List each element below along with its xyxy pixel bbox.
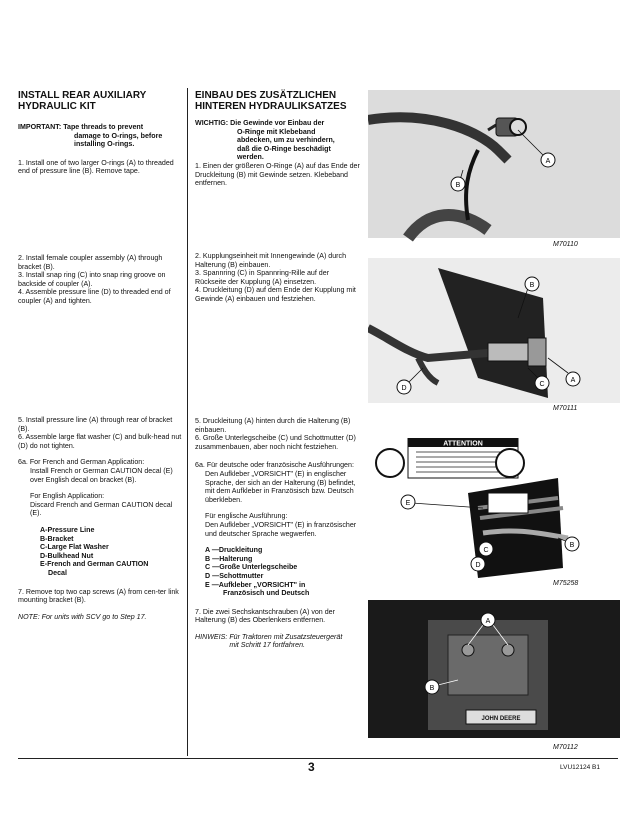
step-3-de: 3. Spannring (C) in Spannring-Rille auf der Rückseite der Kupplung (A) einsetzen. (195, 269, 330, 286)
document-id: LVU12124 B1 (560, 764, 600, 771)
step-3-en: 3. Install snap ring (C) into snap ring groove on backside of coupler (A). (18, 271, 166, 288)
svg-text:A: A (545, 158, 551, 165)
step-1-en: 1. Install one of two larger O-rings (A) to threaded end of pressure line (B). Remove tape. (18, 158, 174, 176)
wichtig-note: WICHTIG: Die Gewinde vor Einbau der O-Ringe mit Klebeband abdecken, um zu verhindern, daß die O-Ringe beschädigt werden. (195, 119, 335, 162)
step-6a-de: 6a. Für deutsche oder französische Ausführungen: (195, 461, 354, 470)
important-note: IMPORTANT: Tape threads to prevent damage to O-rings, before installing O-rings. (18, 123, 163, 149)
step-4-de: 4. Druckleitung (D) auf dem Ende der Kupplung mit Gewinde (A) einbauen und festziehen. (195, 286, 356, 303)
english-steps-5-7 (18, 416, 183, 621)
step-2-de: 2. Kupplungseinheit mit Innengewinde (A) durch Halterung (B) einbauen. (195, 252, 347, 269)
svg-text:E: E (405, 500, 411, 507)
german-column (195, 90, 360, 188)
step-7-en: 7. Remove top two cap screws (A) from cen-ter link mounting bracket (B). (18, 587, 179, 605)
section-title-de: EINBAU DES ZUSÄTZLICHEN HINTEREN HYDRAULIKSATZES (195, 90, 347, 112)
step-6a-discard-de: Den Aufkleber „VORSICHT" (E) in französischer und deutscher Sprache wegwerfen. (205, 520, 357, 538)
step-5-en: 5. Install pressure line (A) through rear of bracket (B). (18, 416, 173, 433)
svg-text:C: C (539, 381, 545, 388)
legend-de: A —Druckleitung B —Halterung C —Große Unterlegscheibe D —Schottmutter E —Aufkleber „VORSICHT" in Französisch und Deutsch (205, 546, 310, 598)
step-6a-instr-de: Den Aufkleber „VORSICHT" (E) in englischer Sprache, der sich an der Halterung (B) befindet, mit dem Aufkleber in Französisch bzw. Deutsch überkleben. (205, 469, 356, 504)
step-7-de: 7. Die zwei Sechskantschrauben (A) von der Halterung (B) des Oberlenkers entfernen. (195, 607, 335, 625)
step-4-en: 4. Assemble pressure line (D) to threaded end of coupler (A) and tighten. (18, 288, 171, 305)
figure-caution-decal (368, 438, 620, 583)
figure-label-1: M70110 (553, 241, 578, 248)
german-steps-2-4 (195, 252, 360, 304)
german-steps-5-7 (195, 417, 360, 650)
step-6a-english-app: For English Application: (30, 492, 105, 501)
legend-en: A-Pressure Line B-Bracket C-Large Flat Washer D-Bulkhead Nut E-French and German CAUTION Decal (40, 525, 149, 577)
figure-label-2: M70111 (553, 405, 578, 412)
svg-text:JOHN DEERE: JOHN DEERE (481, 716, 521, 722)
page-number: 3 (308, 760, 315, 774)
step-6a-en: 6a. For French and German Application: (18, 458, 145, 467)
svg-text:B: B (429, 685, 435, 692)
svg-text:B: B (455, 182, 461, 189)
step-6a-discard-en: Discard French and German CAUTION decal (E). (30, 500, 173, 518)
step-6a-instr-en: Install French or German CAUTION decal (E) over English decal on bracket (B). (30, 466, 173, 484)
figure-coupler-bracket (368, 258, 620, 408)
section-title-en: INSTALL REAR AUXILIARY HYDRAULIC KIT (18, 90, 147, 112)
english-column (18, 90, 183, 176)
figure-label-4: M70112 (553, 744, 578, 751)
svg-text:C: C (483, 547, 489, 554)
cap-screw-icon (502, 644, 514, 656)
footer-rule (18, 758, 618, 759)
english-steps-2-4 (18, 254, 183, 306)
note-en: NOTE: For units with SCV go to Step 17. (18, 612, 147, 621)
step-2-en: 2. Install female coupler assembly (A) through bracket (B). (18, 254, 163, 271)
warning-icon (496, 449, 524, 477)
warning-icon (376, 449, 404, 477)
figure-label-3: M75258 (553, 580, 579, 587)
svg-text:A: A (570, 377, 576, 384)
svg-text:D: D (475, 562, 481, 569)
cap-screw-icon (462, 644, 474, 656)
step-6a-english-app-de: Für englische Ausführung: (205, 512, 288, 521)
figure-center-link-bracket (368, 600, 620, 742)
column-divider (187, 88, 188, 756)
svg-text:B: B (569, 542, 575, 549)
hinweis-de: HINWEIS: Für Traktoren mit Zusatzsteuergerät mit Schritt 17 fortfahren. (195, 632, 343, 650)
svg-text:B: B (529, 282, 535, 289)
svg-text:D: D (401, 385, 407, 392)
figure-pressure-line-o-ring (368, 90, 620, 250)
step-1-de: 1. Einen der größeren O-Ringe (A) auf das Ende der Druckleitung (B) mit Gewinde setzen. Klebeband entfernen. (195, 161, 360, 188)
svg-text:A: A (485, 618, 491, 625)
step-6-en: 6. Assemble large flat washer (C) and bulk-head nut (D) do not tighten. (18, 433, 182, 450)
svg-text:ATTENTION: ATTENTION (443, 440, 483, 448)
step-5-de: 5. Druckleitung (A) hinten durch die Halterung (B) einbauen. (195, 417, 351, 434)
step-6-de: 6. Große Unterlegscheibe (C) und Schottmutter (D) zusammenbauen, aber noch nicht festziehen. (195, 434, 356, 451)
